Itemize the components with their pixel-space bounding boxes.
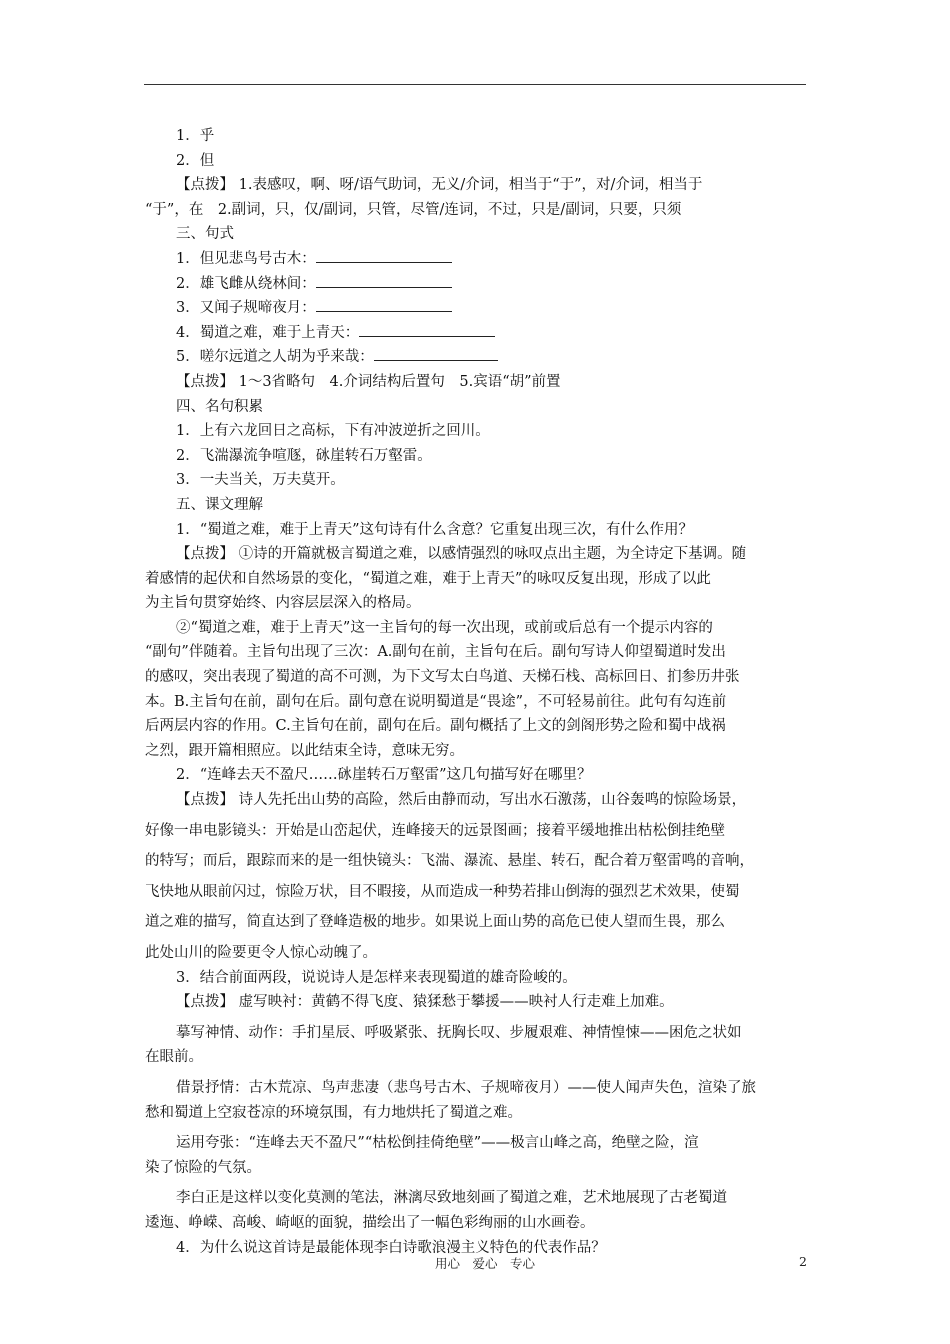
line-text: 逶迤、峥嵘、高峻、崎岖的面貌，描绘出了一幅色彩绚丽的山水画卷。 [145, 1214, 595, 1231]
line-text: 2．但 [176, 152, 215, 169]
text-line [145, 1156, 807, 1181]
text-line [145, 222, 807, 247]
text-line [145, 1101, 807, 1126]
text-line [145, 518, 807, 543]
line-text: 运用夸张：“连峰去天不盈尺”“枯松倒挂倚绝壁”——极言山峰之高，绝壁之险，渲 [176, 1135, 699, 1152]
text-line [145, 272, 807, 297]
answer-blank [316, 261, 452, 263]
line-text: 染了惊险的气氛。 [145, 1159, 261, 1176]
line-text: “副句”伴随着。主旨句出现了三次：A.副句在前，主旨句在后。副句写诗人仰望蜀道时发出 [145, 644, 726, 661]
text-line [145, 198, 807, 223]
text-line [145, 819, 807, 844]
line-text: 【点拨】 1.表感叹，啊、呀/语气助词，无义/介词，相当于“于”，对/介词，相当于 [176, 177, 703, 194]
text-line [145, 567, 807, 592]
line-text: 3．一夫当关，万夫莫开。 [176, 472, 345, 489]
line-text: 三、句式 [176, 226, 234, 243]
text-line [145, 149, 807, 174]
text-line [145, 640, 807, 665]
text-line [145, 1131, 807, 1156]
line-text: 好像一串电影镜头：开始是山峦起伏，连峰接天的远景图画；接着平缓地推出枯松倒挂绝壁 [145, 822, 725, 839]
line-text: 之烈，跟开篇相照应。以此结束全诗，意味无穷。 [145, 742, 464, 759]
answer-blank [316, 310, 452, 312]
line-text: 的特写；而后，跟踪而来的是一组快镜头：飞湍、瀑流、悬崖、转石，配合着万壑雷鸣的音响， [145, 853, 754, 870]
text-line [145, 247, 807, 272]
line-text: 道之难的描写，简直达到了登峰造极的地步。如果说上面山势的高危已使人望而生畏，那么 [145, 914, 725, 931]
line-text: 摹写神情、动作：手扪星辰、呼吸紧张、抚胸长叹、步履艰难、神情惶悚——困危之状如 [176, 1024, 742, 1041]
line-text: 3．又闻子规啼夜月： [176, 300, 316, 317]
line-text: 1．但见悲鸟号古木： [176, 250, 316, 267]
text-line [145, 173, 807, 198]
text-line [145, 591, 807, 616]
text-line [145, 966, 807, 991]
text-line [145, 763, 807, 788]
line-text: 4．蜀道之难，难于上青天： [176, 324, 360, 341]
line-text: 4．为什么说这首诗是最能体现李白诗歌浪漫主义特色的代表作品？ [176, 1239, 606, 1256]
text-line [145, 345, 807, 370]
text-line [145, 1211, 807, 1236]
text-line [145, 1021, 807, 1046]
line-text: 5．嗟尔远道之人胡为乎来哉： [176, 349, 374, 366]
line-text: 李白正是这样以变化莫测的笔法，淋漓尽致地刻画了蜀道之难，艺术地展现了古老蜀道 [176, 1190, 727, 1207]
line-text: 【点拨】 虚写映衬：黄鹤不得飞度、猿猱愁于攀援——映衬人行走难上加难。 [176, 994, 674, 1011]
text-line [145, 296, 807, 321]
text-line [145, 493, 807, 518]
text-line [145, 321, 807, 346]
page-number: 2 [799, 1254, 807, 1269]
answer-blank [374, 359, 498, 361]
text-line [145, 1076, 807, 1101]
text-line [145, 395, 807, 420]
line-text: 的感叹，突出表现了蜀道的高不可测，为下文写太白鸟道、天梯石栈、高标回日、扪参历井张 [145, 669, 740, 686]
line-text: 【点拨】 诗人先托出山势的高险，然后由静而动，写出水石激荡，山谷轰鸣的惊险场景， [176, 792, 747, 809]
line-text: 借景抒情：古木荒凉、鸟声悲凄（悲鸟号古木、子规啼夜月）——使人闻声失色，渲染了旅 [176, 1079, 756, 1096]
answer-blank [359, 335, 495, 337]
line-text: 四、名句积累 [176, 398, 263, 415]
line-text: 1．乎 [176, 128, 215, 144]
text-line [145, 1186, 807, 1211]
text-line [145, 990, 807, 1015]
text-line [145, 880, 807, 905]
text-line [145, 419, 807, 444]
text-line [145, 665, 807, 690]
text-line [145, 444, 807, 469]
text-line [145, 124, 807, 149]
header-rule [144, 84, 806, 85]
text-line [145, 739, 807, 764]
line-text: 本。B.主旨句在前，副句在后。副句意在说明蜀道是“畏途”，不可轻易前往。此句有勾连前 [145, 693, 727, 710]
line-text: 后两层内容的作用。C.主旨句在前，副句在后。副句概括了上文的剑阁形势之险和蜀中战祸 [145, 718, 726, 735]
answer-blank [316, 286, 452, 288]
line-text: 【点拨】 1～3省略句 4.介词结构后置句 5.宾语“胡”前置 [176, 373, 561, 390]
line-text: 2．飞湍瀑流争喧豗，砯崖转石万壑雷。 [176, 447, 432, 464]
line-text: 为主旨句贯穿始终、内容层层深入的格局。 [145, 595, 421, 612]
line-text: 此处山川的险要更令人惊心动魄了。 [145, 945, 377, 961]
text-line [145, 788, 807, 813]
line-text: 1．上有六龙回日之高标，下有冲波逆折之回川。 [176, 423, 490, 440]
text-line [145, 616, 807, 641]
text-line [145, 849, 807, 874]
line-text: 2．“连峰去天不盈尺……砯崖转石万壑雷”这几句描写好在哪里？ [176, 767, 592, 784]
line-text: 1．“蜀道之难，难于上青天”这句诗有什么含意？它重复出现三次，有什么作用？ [176, 521, 694, 538]
line-text: 着感情的起伏和自然场景的变化，“蜀道之难，难于上青天”的咏叹反复出现，形成了以此 [145, 570, 711, 587]
text-line [145, 690, 807, 715]
line-text: 愁和蜀道上空寂苍凉的环境氛围，有力地烘托了蜀道之难。 [145, 1104, 522, 1121]
footer-slogan: 用心 爱心 专心 [435, 1256, 536, 1271]
line-text: 2．雄飞雌从绕林间： [176, 275, 316, 292]
line-text: 飞快地从眼前闪过，惊险万状，目不暇接，从而造成一种势若排山倒海的强烈艺术效果，使蜀 [145, 883, 740, 900]
text-line [145, 941, 807, 966]
text-line [145, 370, 807, 395]
text-line [145, 468, 807, 493]
line-text: 在眼前。 [145, 1049, 203, 1066]
document-body [145, 124, 807, 1260]
line-text: “于”，在 2.副词，只，仅/副词，只管，尽管/连词，不过，只是/副词，只要，只须 [145, 201, 682, 218]
text-line [145, 1045, 807, 1070]
line-text: ②“蜀道之难，难于上青天”这一主旨句的每一次出现，或前或后总有一个提示内容的 [176, 619, 713, 636]
line-text: 3．结合前面两段，说说诗人是怎样来表现蜀道的雄奇险峻的。 [176, 969, 577, 986]
line-text: 【点拨】 ①诗的开篇就极言蜀道之难，以感情强烈的咏叹点出主题，为全诗定下基调。随 [176, 546, 747, 563]
line-text: 五、课文理解 [176, 496, 263, 513]
text-line [145, 714, 807, 739]
text-line [145, 542, 807, 567]
text-line [145, 910, 807, 935]
